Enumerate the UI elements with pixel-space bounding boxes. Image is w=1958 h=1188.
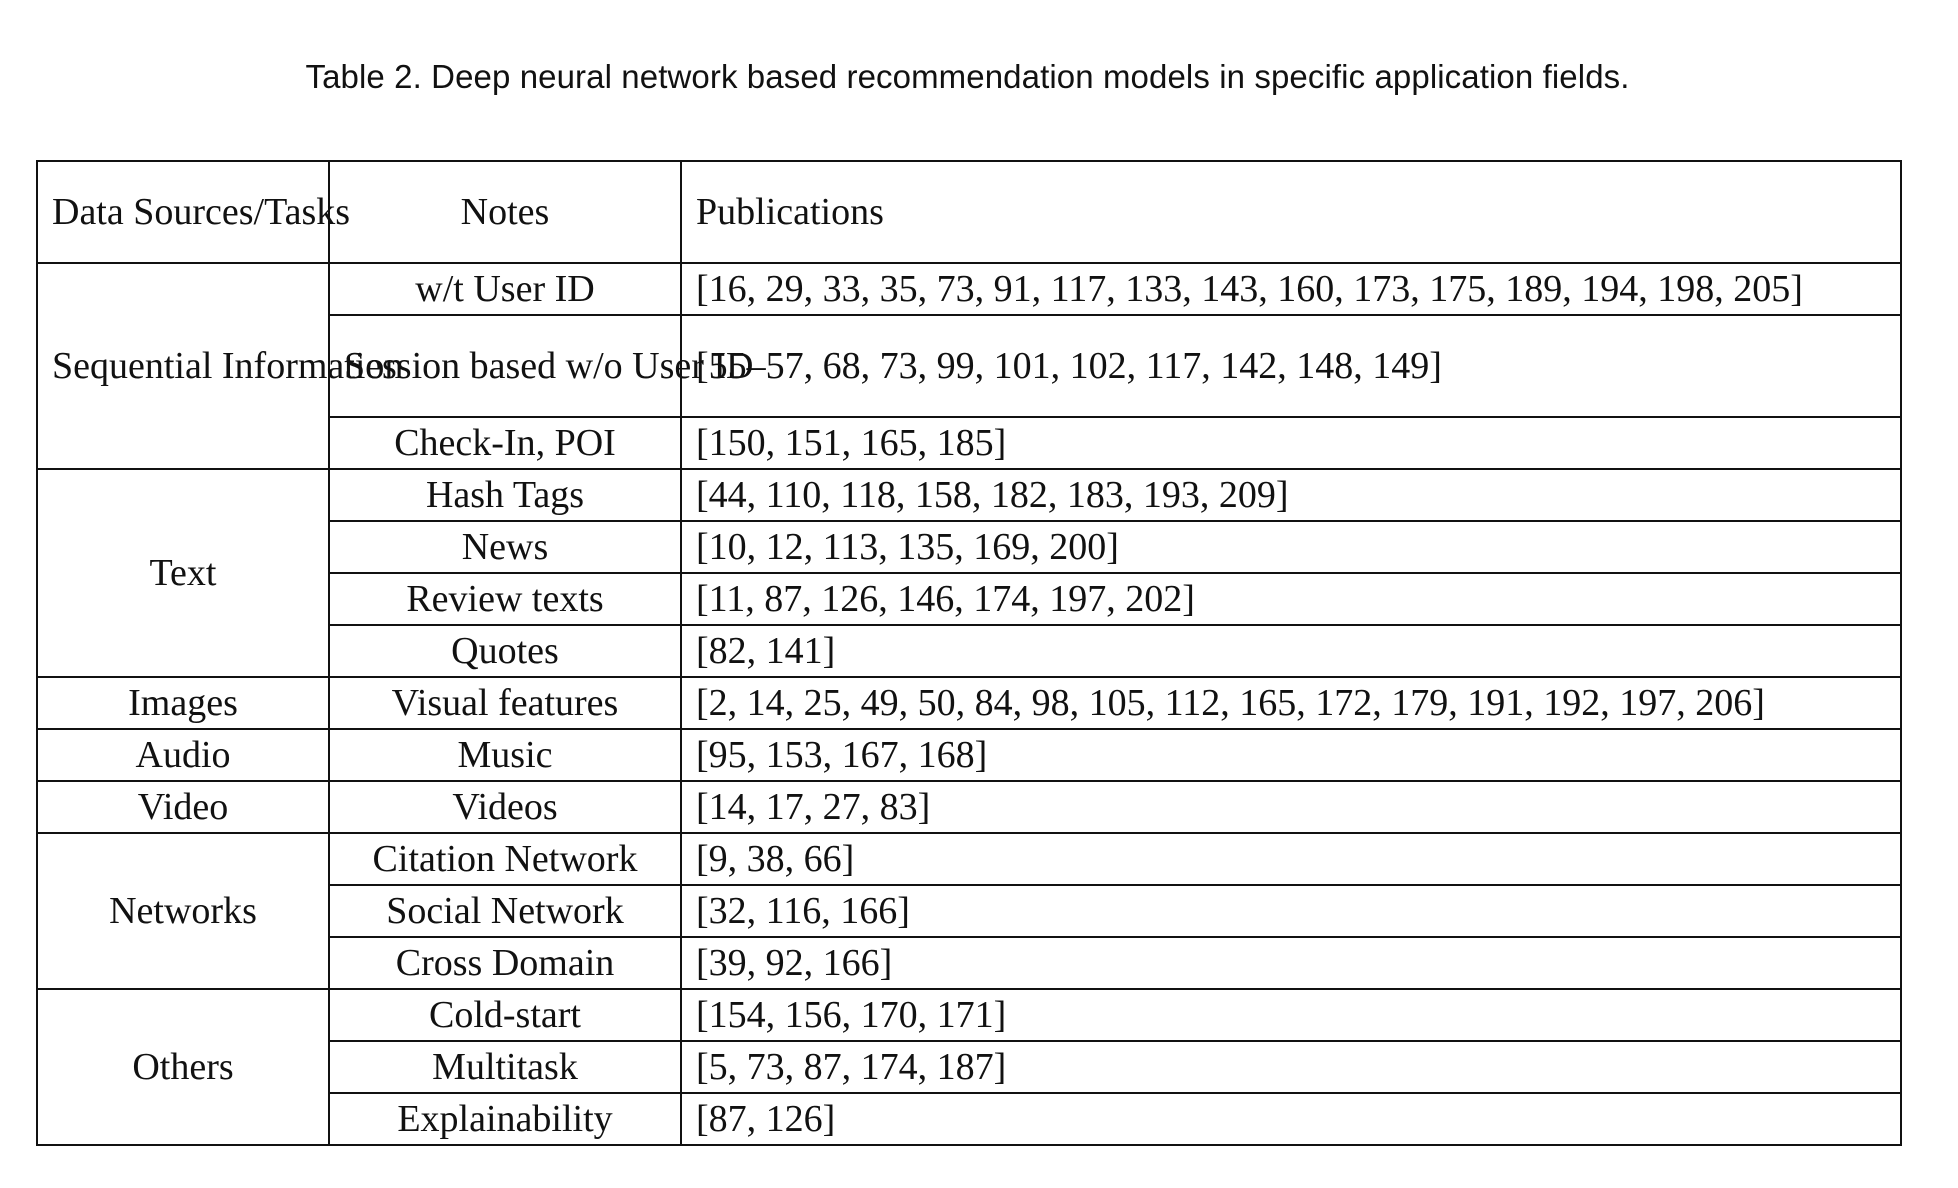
header-data-sources: Data Sources/Tasks [37,161,329,263]
publications-cell: [39, 92, 166] [681,937,1901,989]
note-cell: Cross Domain [329,937,681,989]
note-cell: Hash Tags [329,469,681,521]
source-cell: Images [37,677,329,729]
note-cell: Music [329,729,681,781]
publications-cell: [11, 87, 126, 146, 174, 197, 202] [681,573,1901,625]
header-publications: Publications [681,161,1901,263]
table-row [37,833,1901,885]
source-cell: Others [37,989,329,1145]
publications-cell: [14, 17, 27, 83] [681,781,1901,833]
table-row [37,677,1901,729]
note-cell: w/t User ID [329,263,681,315]
table-row [37,781,1901,833]
note-cell: Review texts [329,573,681,625]
table-row [37,469,1901,521]
publications-cell: [150, 151, 165, 185] [681,417,1901,469]
note-cell: Explainability [329,1093,681,1145]
publications-cell: [2, 14, 25, 49, 50, 84, 98, 105, 112, 165, 172, 179, 191, 192, 197, 206] [681,677,1901,729]
publications-cell: [82, 141] [681,625,1901,677]
publications-cell: [55–57, 68, 73, 99, 101, 102, 117, 142, 148, 149] [681,315,1901,417]
source-cell: Audio [37,729,329,781]
publications-cell: [44, 110, 118, 158, 182, 183, 193, 209] [681,469,1901,521]
table-caption: Table 2. Deep neural network based recommendation models in specific application fields. [305,58,1630,95]
table-row [37,989,1901,1041]
table-header-row [37,161,1901,263]
note-cell: Cold-start [329,989,681,1041]
publications-cell: [87, 126] [681,1093,1901,1145]
publications-cell: [16, 29, 33, 35, 73, 91, 117, 133, 143, 160, 173, 175, 189, 194, 198, 205] [681,263,1901,315]
note-cell: Social Network [329,885,681,937]
note-cell: Multitask [329,1041,681,1093]
publications-cell: [9, 38, 66] [681,833,1901,885]
note-cell: Videos [329,781,681,833]
publications-cell: [5, 73, 87, 174, 187] [681,1041,1901,1093]
note-cell: Session based w/o User ID [329,315,681,417]
source-cell: Networks [37,833,329,989]
publications-cell: [32, 116, 166] [681,885,1901,937]
recommendation-models-table [36,160,1902,1146]
note-cell: Quotes [329,625,681,677]
note-cell: News [329,521,681,573]
note-cell: Check-In, POI [329,417,681,469]
header-notes: Notes [329,161,681,263]
publications-cell: [10, 12, 113, 135, 169, 200] [681,521,1901,573]
source-cell: Sequential Information [37,263,329,469]
note-cell: Visual features [329,677,681,729]
source-cell: Text [37,469,329,677]
source-cell: Video [37,781,329,833]
table-row [37,729,1901,781]
note-cell: Citation Network [329,833,681,885]
publications-cell: [95, 153, 167, 168] [681,729,1901,781]
table-row [37,263,1901,315]
publications-cell: [154, 156, 170, 171] [681,989,1901,1041]
